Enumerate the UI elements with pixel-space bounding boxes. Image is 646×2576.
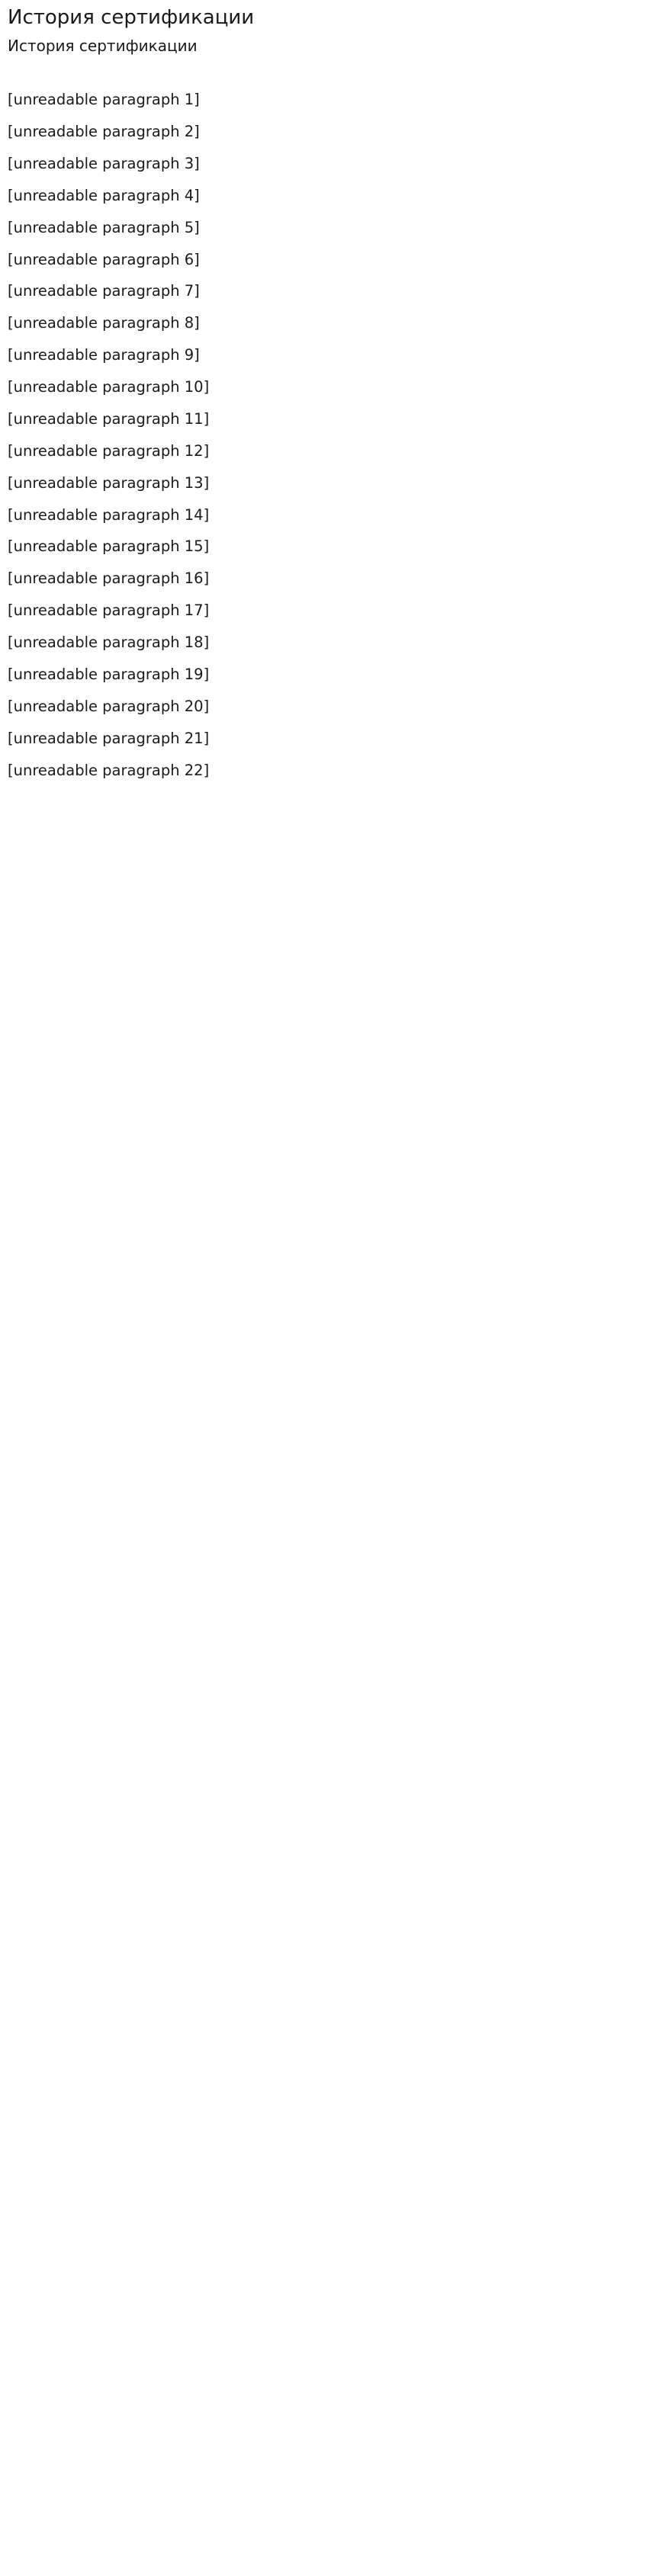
article-paragraph: [unreadable paragraph 10] <box>8 378 210 396</box>
article-paragraph: [unreadable paragraph 4] <box>8 186 200 204</box>
page-subtitle: История сертификации <box>8 37 198 56</box>
article-body <box>8 89 638 781</box>
article-paragraph: [unreadable paragraph 2] <box>8 123 200 141</box>
article-paragraph: [unreadable paragraph 9] <box>8 346 200 364</box>
article-paragraph: [unreadable paragraph 16] <box>8 569 210 588</box>
article-paragraph: [unreadable paragraph 1] <box>8 91 200 109</box>
article-paragraph: [unreadable paragraph 14] <box>8 505 210 524</box>
article-paragraph: [unreadable paragraph 20] <box>8 697 210 715</box>
article-paragraph: [unreadable paragraph 18] <box>8 634 210 652</box>
article-paragraph: [unreadable paragraph 8] <box>8 314 200 332</box>
article-paragraph: [unreadable paragraph 12] <box>8 441 210 460</box>
article-paragraph: [unreadable paragraph 19] <box>8 665 210 683</box>
article-paragraph: [unreadable paragraph 21] <box>8 729 210 747</box>
article-paragraph: [unreadable paragraph 6] <box>8 250 200 268</box>
page-title: История сертификации <box>8 6 255 29</box>
article-paragraph: [unreadable paragraph 5] <box>8 218 200 236</box>
article-paragraph: [unreadable paragraph 7] <box>8 282 200 300</box>
article-paragraph: [unreadable paragraph 22] <box>8 761 210 779</box>
article-paragraph: [unreadable paragraph 13] <box>8 473 210 492</box>
article-paragraph: [unreadable paragraph 17] <box>8 601 210 620</box>
article-paragraph: [unreadable paragraph 15] <box>8 537 210 556</box>
article-paragraph: [unreadable paragraph 3] <box>8 154 200 172</box>
article-paragraph: [unreadable paragraph 11] <box>8 409 210 428</box>
